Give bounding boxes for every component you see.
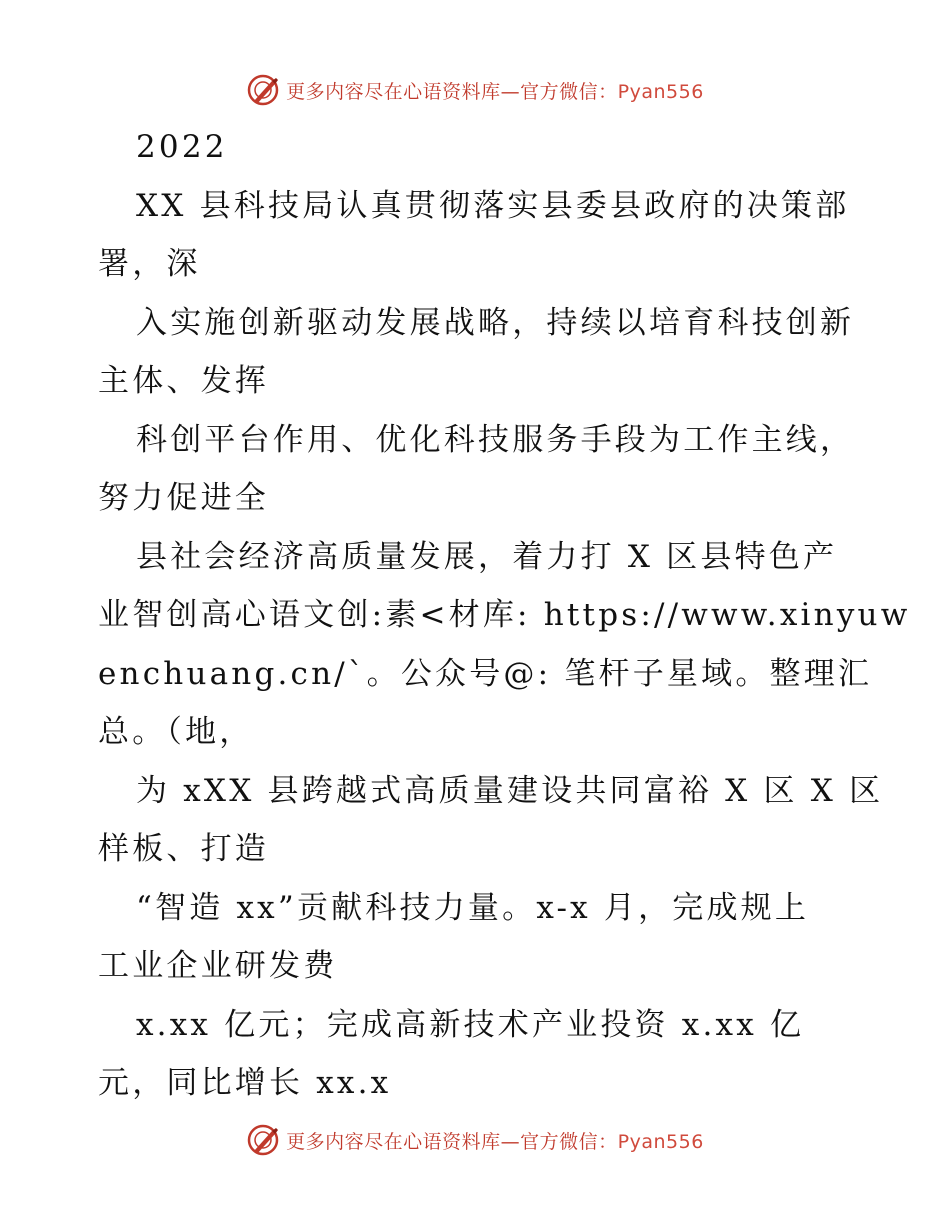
text-line: 2022 xyxy=(136,129,228,165)
watermark-text: 更多内容尽在心语资料库—官方微信：Pyan556 xyxy=(286,1130,704,1153)
footer-watermark xyxy=(0,1120,950,1160)
text-line: “智造 xx”贡献科技力量。x-x 月，完成规上 xyxy=(136,889,810,926)
document-body xyxy=(98,118,911,1113)
text-line: 业智创高心语文创:素<材库: https://www.xinyuw xyxy=(98,597,911,633)
text-line: 署，深 xyxy=(98,246,201,282)
text-line: 元，同比增长 xx.x xyxy=(98,1065,392,1101)
body-paragraph xyxy=(98,118,911,1113)
text-line: 县社会经济高质量发展，着力打 X 区县特色产 xyxy=(136,538,838,575)
pen-logo-icon xyxy=(246,73,280,107)
text-line: 主体、发挥 xyxy=(98,363,269,399)
text-line: 工业企业研发费 xyxy=(98,948,338,984)
text-line: 科创平台作用、优化科技服务手段为工作主线， xyxy=(136,421,855,458)
watermark-text: 更多内容尽在心语资料库—官方微信：Pyan556 xyxy=(286,80,704,103)
text-line: 入实施创新驱动发展战略，持续以培育科技创新 xyxy=(136,304,855,341)
text-line: 总。（地， xyxy=(98,714,254,750)
watermark-handle: Pyan556 xyxy=(617,80,704,103)
text-line: x.xx 亿元；完成高新技术产业投资 x.xx 亿 xyxy=(136,1006,805,1043)
text-line: enchuang.cn/`。公众号@: 笔杆子星域。整理汇 xyxy=(98,655,873,692)
text-line: 样板、打造 xyxy=(98,831,269,867)
watermark-handle: Pyan556 xyxy=(617,1130,704,1153)
text-line: 努力促进全 xyxy=(98,480,269,516)
pen-logo-icon xyxy=(246,1123,280,1157)
text-line: XX 县科技局认真贯彻落实县委县政府的决策部 xyxy=(136,187,850,224)
text-line: 为 xXX 县跨越式高质量建设共同富裕 X 区 X 区 xyxy=(136,772,884,809)
header-watermark xyxy=(0,70,950,110)
